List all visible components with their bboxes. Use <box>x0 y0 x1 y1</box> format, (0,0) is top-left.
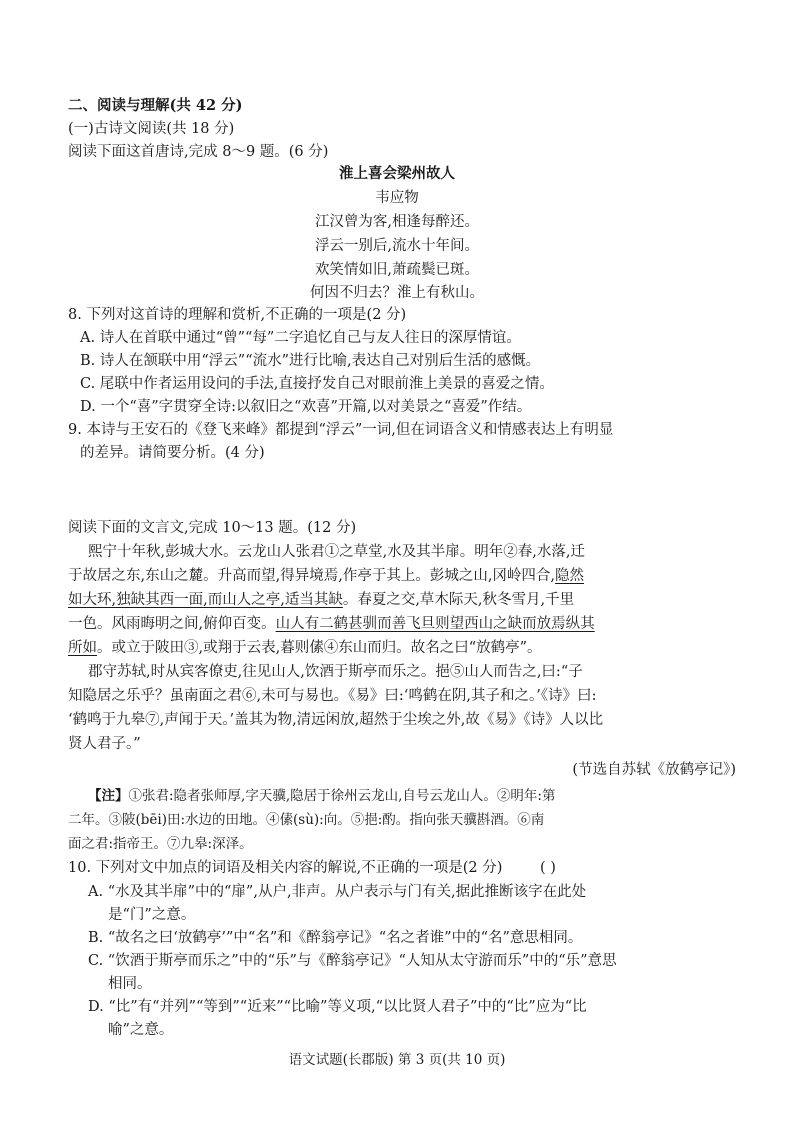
notes-line-1 <box>88 786 555 806</box>
prose-underlined-sentence: 山人有二鹤甚驯而善飞旦则望西山之缺而放焉纵其 <box>275 616 595 632</box>
prose-text: 。春夏之交,草木际天,秋冬雪月,千里 <box>342 592 575 608</box>
poem-line: 欢笑情如旧,萧疏鬓已斑。 <box>314 262 480 278</box>
prose-text: 于故居之东,东山之麓。升高而望,得异境焉,作亭于其上。彭城之山,冈岭四合, <box>68 568 556 584</box>
subsection-title: (一)古诗文阅读(共 18 分) <box>68 121 235 137</box>
page-footer: 语文试题(长郡版) 第 3 页(共 10 页) <box>288 1052 506 1068</box>
prose-paragraph-2-line-4: 贤人君子。” <box>68 736 141 752</box>
notes-line-2: 二年。③陂(bēi)田:水边的田地。④傃(sù):向。⑤挹:酌。指向张天骥斟酒。⑥南 <box>68 812 545 828</box>
notes-label: 【注】 <box>88 788 129 804</box>
notes-text: ①张君:隐者张师厚,字天骥,隐居于徐州云龙山,自号云龙山人。②明年:第 <box>128 788 556 804</box>
question-10-stem: 10. 下列对文中加点的词语及相关内容的解说,不正确的一项是(2 分) <box>68 860 503 876</box>
poem-line: 江汉曾为客,相逢每醉还。 <box>314 214 480 230</box>
question-8-option-c: C. 尾联中作者运用设问的手法,直接抒发自己对眼前淮上美景的喜爱之情。 <box>80 376 554 392</box>
question-9-line-2: 的差异。请简要分析。(4 分) <box>80 445 265 461</box>
question-8-option-d: D. 一个“喜”字贯穿全诗:以叙旧之“欢喜”开篇,以对美景之“喜爱”作结。 <box>80 399 532 415</box>
prose-underlined-text: 如大环,独缺其西一面,而山人之亭,适当其缺 <box>68 592 343 608</box>
question-10-option-b: B. “故名之曰‘放鹤亭’”中“名”和《醉翁亭记》“名之者谁”中的“名”意思相同。 <box>88 930 583 946</box>
prose-underlined-text: 隐然 <box>555 568 585 584</box>
question-8-option-a: A. 诗人在首联中通过“曾”“每”二字追忆自己与友人往日的深厚情谊。 <box>80 330 521 346</box>
question-10-option-d-line-2: 喻”之意。 <box>108 1022 174 1038</box>
prose-paragraph-2-line-3: ‘鹤鸣于九皋⑦,声闻于天。’盖其为物,清远闲放,超然于尘埃之外,故《易》《诗》人以比 <box>68 712 604 728</box>
question-8-stem: 8. 下列对这首诗的理解和赏析,不正确的一项是(2 分) <box>68 307 407 323</box>
prose-paragraph-2-line-2: 知隐居之乐乎？虽南面之君⑥,未可与易也。《易》曰:‘鸣鹤在阴,其子和之。’《诗》曰: <box>68 688 597 704</box>
prose-paragraph-1-line-3 <box>68 590 574 610</box>
question-9-line-1: 9. 本诗与王安石的《登飞来峰》都提到“浮云”一词,但在词语含义和情感表达上有明显 <box>68 422 614 438</box>
prose-intro: 阅读下面的文言文,完成 10～13 题。(12 分) <box>68 520 357 536</box>
section-title: 二、阅读与理解(共 42 分) <box>68 97 243 114</box>
prose-paragraph-1-line-4 <box>68 614 595 634</box>
poem-line: 浮云一别后,流水十年间。 <box>314 238 480 254</box>
question-10-option-a-line-1: A. “水及其半扉”中的“扉”,从户,非声。从户表示与门有关,据此推断该字在此处 <box>88 884 587 900</box>
question-10-option-c-line-1: C. “饮酒于斯亭而乐之”中的“乐”与《醉翁亭记》“人知从太守游而乐”中的“乐”意思 <box>88 953 617 969</box>
answer-blank[interactable]: ( ) <box>540 860 556 876</box>
notes-line-3: 面之君:指帝王。⑦九皋:深泽。 <box>68 836 253 852</box>
poem-author: 韦应物 <box>375 190 419 206</box>
prose-text: 一色。风雨晦明之间,俯仰百变。 <box>68 616 276 632</box>
prose-text: 。或立于陂田③,或翔于云表,暮则傃④东山而归。故名之曰“放鹤亭”。 <box>97 640 542 656</box>
prose-underlined-sentence: 所如 <box>68 640 97 656</box>
prose-paragraph-1-line-2 <box>68 566 584 586</box>
prose-paragraph-2-line-1: 郡守苏轼,时从宾客僚吏,往见山人,饮酒于斯亭而乐之。挹⑤山人而告之,曰:“子 <box>88 664 583 680</box>
question-10-option-d-line-1: D. “比”有“并列”“等到”“近来”“比喻”等义项,“以比贤人君子”中的“比”应为“比 <box>88 999 587 1015</box>
prose-source: (节选自苏轼《放鹤亭记》) <box>572 762 736 778</box>
question-10-option-a-line-2: 是“门”之意。 <box>108 907 196 923</box>
prose-paragraph-1-line-5 <box>68 638 542 658</box>
poem-intro: 阅读下面这首唐诗,完成 8～9 题。(6 分) <box>68 144 329 160</box>
question-10-option-c-line-2: 相同。 <box>108 976 152 992</box>
question-8-option-b: B. 诗人在颔联中用“浮云”“流水”进行比喻,表达自己对别后生活的感慨。 <box>80 353 541 369</box>
prose-paragraph-1-line-1: 熙宁十年秋,彭城大水。云龙山人张君①之草堂,水及其半扉。明年②春,水落,迁 <box>88 544 585 560</box>
poem-line: 何因不归去？淮上有秋山。 <box>310 285 484 301</box>
poem-title: 淮上喜会梁州故人 <box>339 165 455 182</box>
